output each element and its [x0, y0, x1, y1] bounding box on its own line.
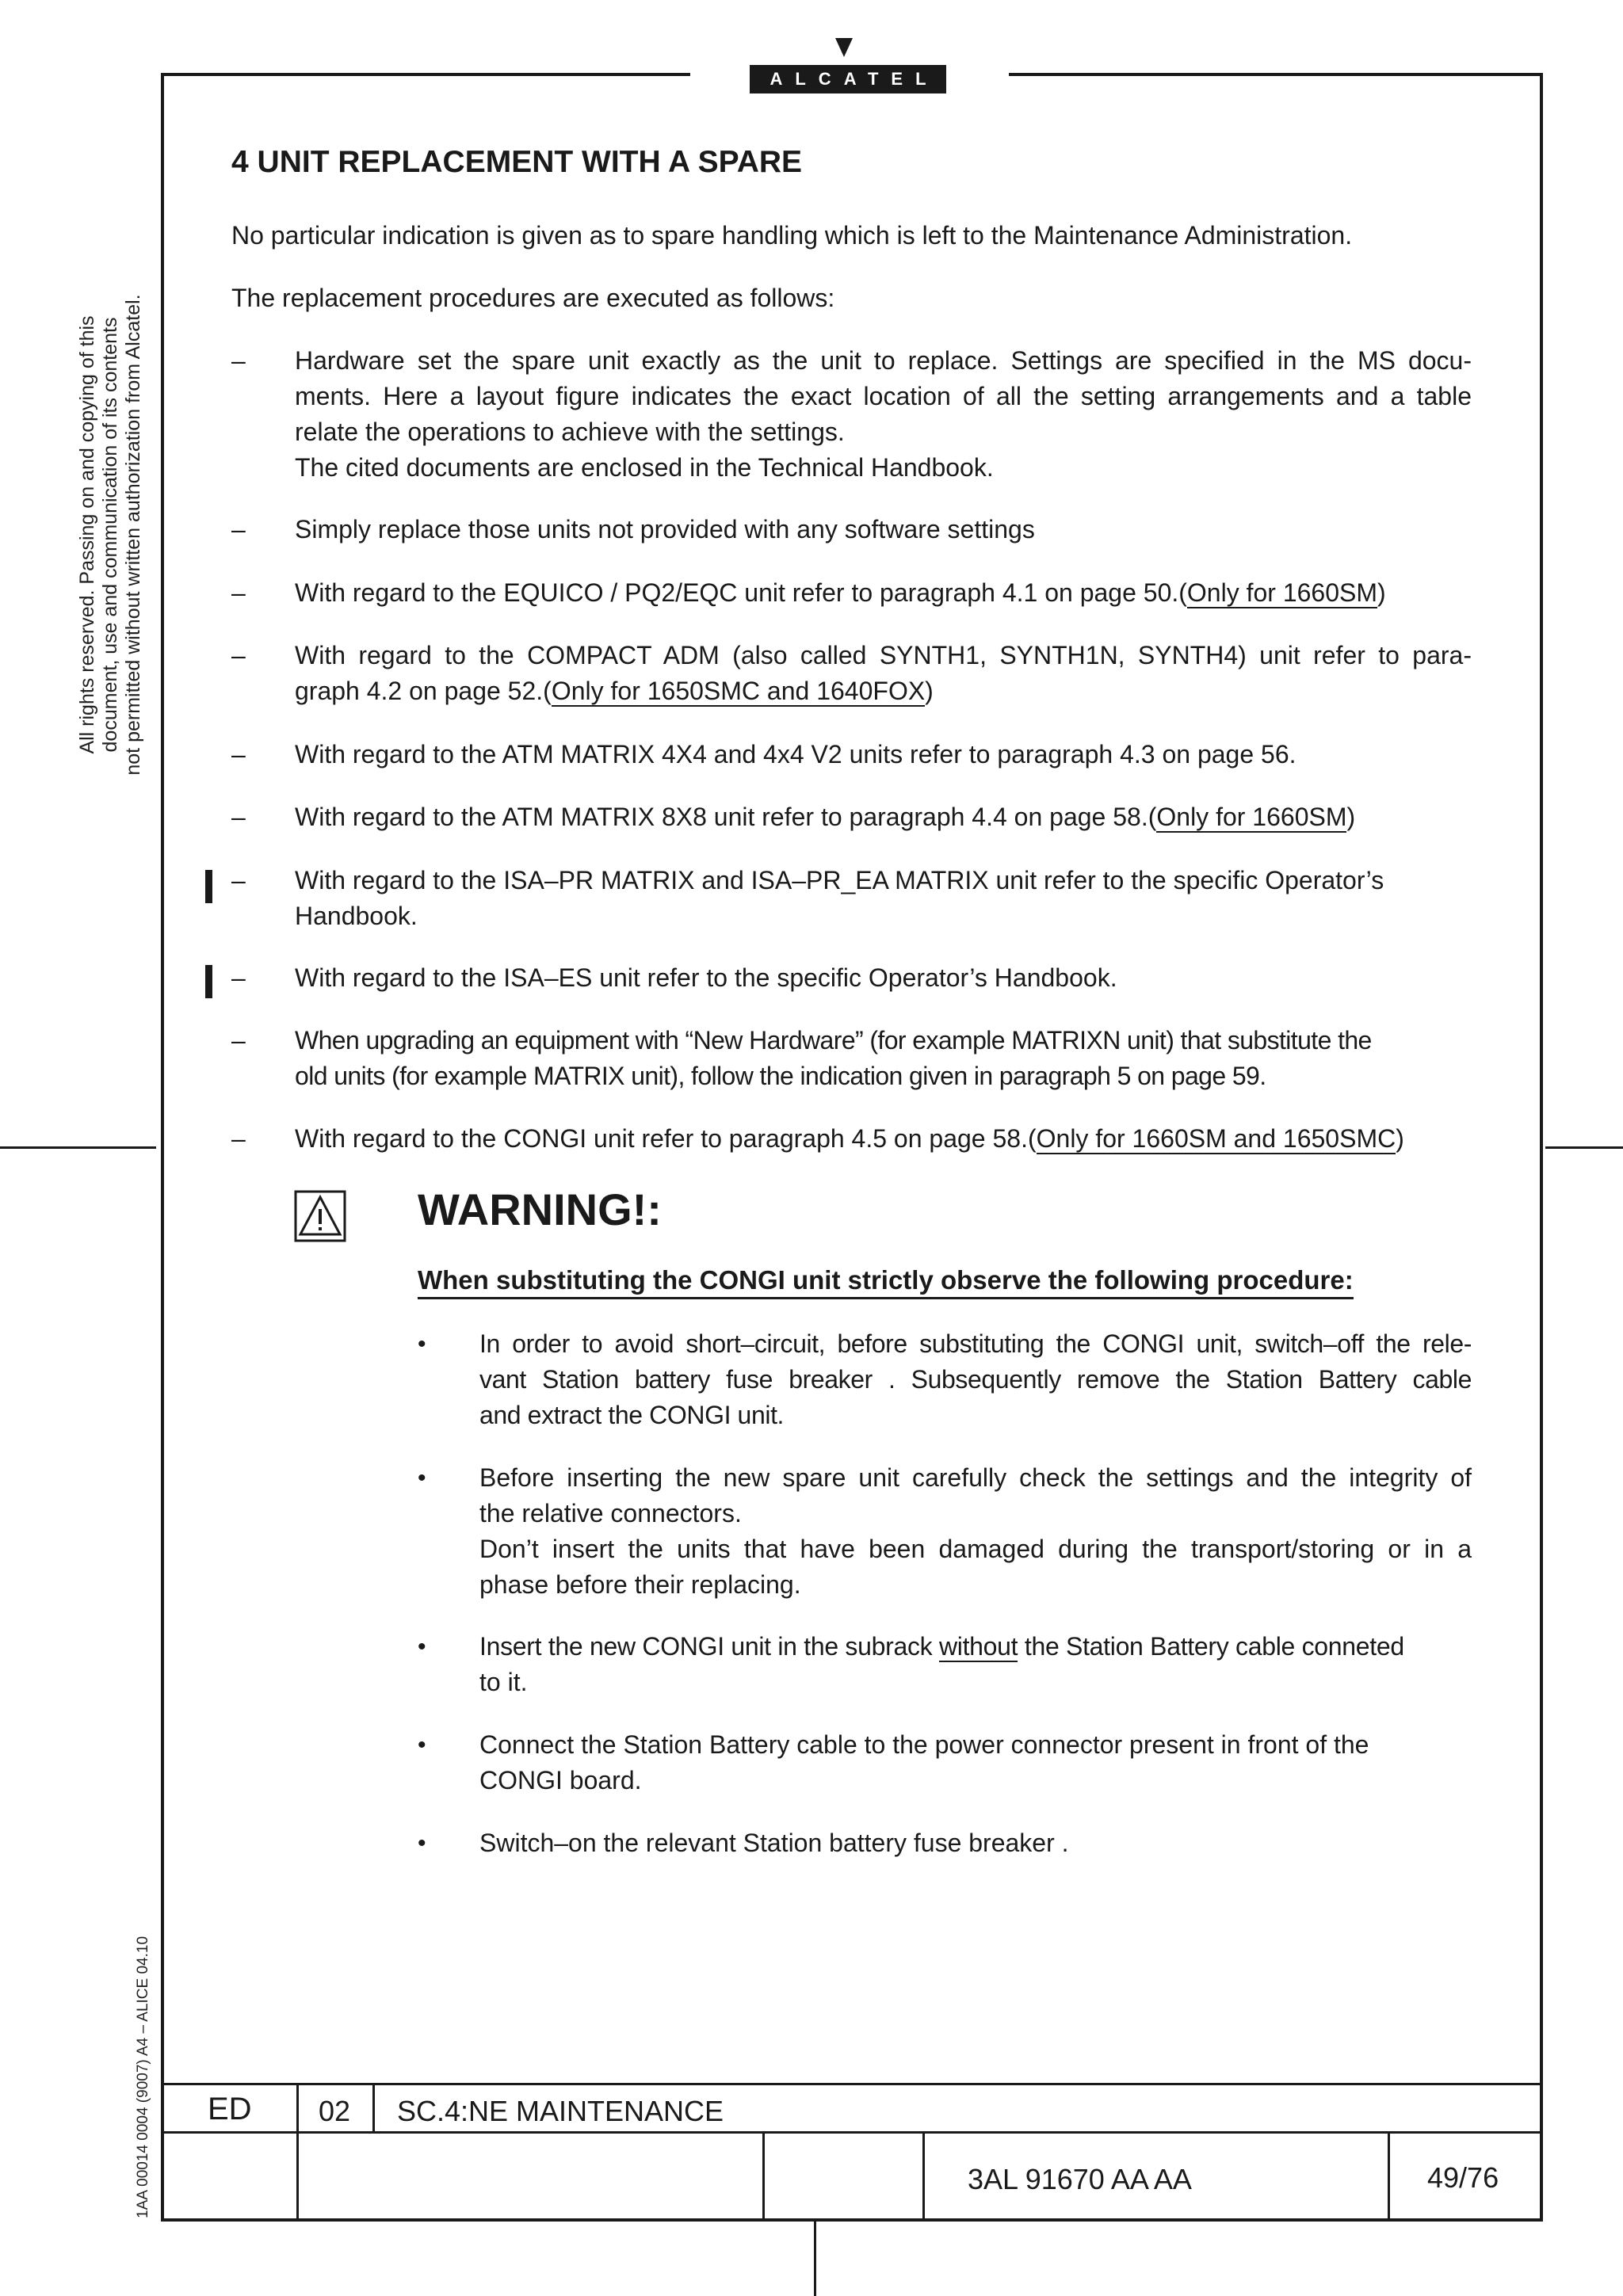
scope-note: Only for 1660SM	[1186, 578, 1378, 607]
item-line: old units (for example MATRIX unit), follow the indication given in paragraph 5 on page 59.	[295, 1062, 1266, 1090]
step-line: the relative connectors.	[479, 1499, 742, 1527]
fold-mark-right	[1545, 1146, 1623, 1149]
logo-wordmark: ALCATEL	[750, 65, 946, 93]
revision-change-bar	[205, 870, 212, 903]
dash-bullet: –	[231, 803, 246, 831]
item-text: With regard to the EQUICO / PQ2/EQC unit refer to paragraph 4.1 on page 50.(	[295, 578, 1187, 607]
warning-triangle-icon	[294, 1190, 346, 1242]
form-code: 1AA 00014 0004 (9007) A4 – ALICE 04.10	[135, 1936, 151, 2218]
step-line: vant Station battery fuse breaker . Subsequently remove the Station Battery cable	[479, 1365, 1472, 1394]
step-text: the Station Battery cable conneted	[1018, 1632, 1404, 1661]
item-line: With regard to the ATM MATRIX 4X4 and 4x4 V2 units refer to paragraph 4.3 on page 56.	[295, 740, 1296, 769]
footer-divider	[762, 2131, 765, 2221]
dash-bullet: –	[231, 866, 246, 894]
item-text: )	[1346, 803, 1356, 831]
bullet-dot: •	[418, 1830, 426, 1856]
document-code: 3AL 91670 AA AA	[968, 2163, 1192, 2195]
footer-divider	[372, 2083, 375, 2133]
copyright-line: document, use and communication of its contents	[99, 317, 121, 753]
frame-right-rule	[1540, 73, 1543, 2222]
item-text: )	[1377, 578, 1386, 607]
item-text: graph 4.2 on page 52.(	[295, 677, 552, 705]
frame-left-rule	[161, 73, 164, 2222]
item-line: With regard to the ISA–ES unit refer to the specific Operator’s Handbook.	[295, 963, 1117, 992]
section-title: SC.4:NE MAINTENANCE	[397, 2095, 724, 2127]
alcatel-logo	[750, 38, 946, 95]
footer-divider	[296, 2083, 299, 2221]
dash-bullet: –	[231, 515, 246, 543]
step-line: Before inserting the new spare unit carefully check the settings and the integrity of	[479, 1463, 1472, 1492]
frame-bottom-rule	[161, 2218, 1543, 2222]
item-line: Simply replace those units not provided with any software settings	[295, 515, 1035, 543]
warning-subtitle: When substituting the CONGI unit strictly observe the following procedure:	[418, 1264, 1354, 1299]
step-text: Insert the new CONGI unit in the subrack	[479, 1632, 939, 1661]
step-line: and extract the CONGI unit.	[479, 1401, 785, 1429]
item-text: With regard to the ATM MATRIX 8X8 unit refer to paragraph 4.4 on page 58.(	[295, 803, 1157, 831]
section-heading: 4 UNIT REPLACEMENT WITH A SPARE	[231, 145, 803, 179]
fold-mark-left	[0, 1146, 156, 1149]
footer-top-rule	[161, 2083, 1543, 2085]
edition-value: 02	[319, 2095, 351, 2127]
frame-top-right-rule	[1009, 73, 1543, 76]
dash-bullet: –	[231, 740, 246, 769]
footer-divider	[922, 2131, 925, 2221]
item-line: Handbook.	[295, 902, 418, 930]
item-line: The cited documents are enclosed in the Technical Handbook.	[295, 453, 994, 482]
scope-note: Only for 1660SM and 1650SMC	[1036, 1124, 1396, 1153]
dash-bullet: –	[231, 963, 246, 992]
footer-mid-rule	[161, 2131, 1543, 2134]
dash-bullet: –	[231, 578, 246, 607]
step-line: CONGI board.	[479, 1766, 642, 1794]
bullet-dot: •	[418, 1634, 426, 1660]
dash-bullet: –	[231, 641, 246, 669]
bullet-dot: •	[418, 1465, 426, 1491]
step-line: Don’t insert the units that have been damaged during the transport/storing or in a	[479, 1535, 1472, 1563]
item-text: With regard to the CONGI unit refer to paragraph 4.5 on page 58.(	[295, 1124, 1037, 1153]
revision-change-bar	[205, 965, 212, 998]
scope-note: Only for 1660SM	[1156, 803, 1347, 831]
step-line: Switch–on the relevant Station battery fuse breaker .	[479, 1829, 1069, 1857]
item-line: With regard to the ISA–PR MATRIX and ISA–PR_EA MATRIX unit refer to the specific Operator’s	[295, 866, 1384, 894]
intro-paragraph: The replacement procedures are executed as follows:	[231, 284, 835, 312]
bullet-dot: •	[418, 1732, 426, 1758]
item-text: )	[1396, 1124, 1404, 1153]
item-text: )	[925, 677, 934, 705]
footer-divider	[1388, 2131, 1390, 2221]
copyright-notice	[76, 277, 145, 792]
dash-bullet: –	[231, 1124, 246, 1153]
emphasis-text: without	[938, 1632, 1018, 1661]
copyright-line: All rights reserved. Passing on and copying of this	[76, 315, 98, 754]
step-line: phase before their replacing.	[479, 1570, 801, 1599]
item-line: Hardware set the spare unit exactly as the unit to replace. Settings are specified in the MS docu-	[295, 346, 1472, 375]
page-number: 49/76	[1427, 2161, 1499, 2194]
step-line: Connect the Station Battery cable to the power connector present in front of the	[479, 1730, 1369, 1759]
warning-title: WARNING!:	[418, 1184, 662, 1234]
scope-note: Only for 1650SMC and 1640FOX	[551, 677, 926, 705]
step-line: In order to avoid short–circuit, before substituting the CONGI unit, switch–off the rele-	[479, 1329, 1472, 1358]
frame-top-left-rule	[161, 73, 690, 76]
step-line: to it.	[479, 1668, 528, 1696]
edition-label: ED	[208, 2092, 252, 2126]
logo-triangle-icon	[835, 38, 853, 57]
item-line: When upgrading an equipment with “New Hardware” (for example MATRIXN unit) that substitute the	[295, 1026, 1372, 1055]
item-line: With regard to the COMPACT ADM (also called SYNTH1, SYNTH1N, SYNTH4) unit refer to para-	[295, 641, 1472, 669]
dash-bullet: –	[231, 346, 246, 375]
dash-bullet: –	[231, 1026, 246, 1055]
intro-paragraph: No particular indication is given as to spare handling which is left to the Maintenance Administration.	[231, 221, 1353, 250]
copyright-line: not permitted without written authorization from Alcatel.	[122, 294, 144, 776]
item-line: ments. Here a layout figure indicates the exact location of all the setting arrangements and a table	[295, 382, 1472, 410]
bullet-dot: •	[418, 1331, 426, 1357]
fold-mark-bottom	[814, 2222, 816, 2296]
item-line: relate the operations to achieve with the settings.	[295, 418, 845, 446]
